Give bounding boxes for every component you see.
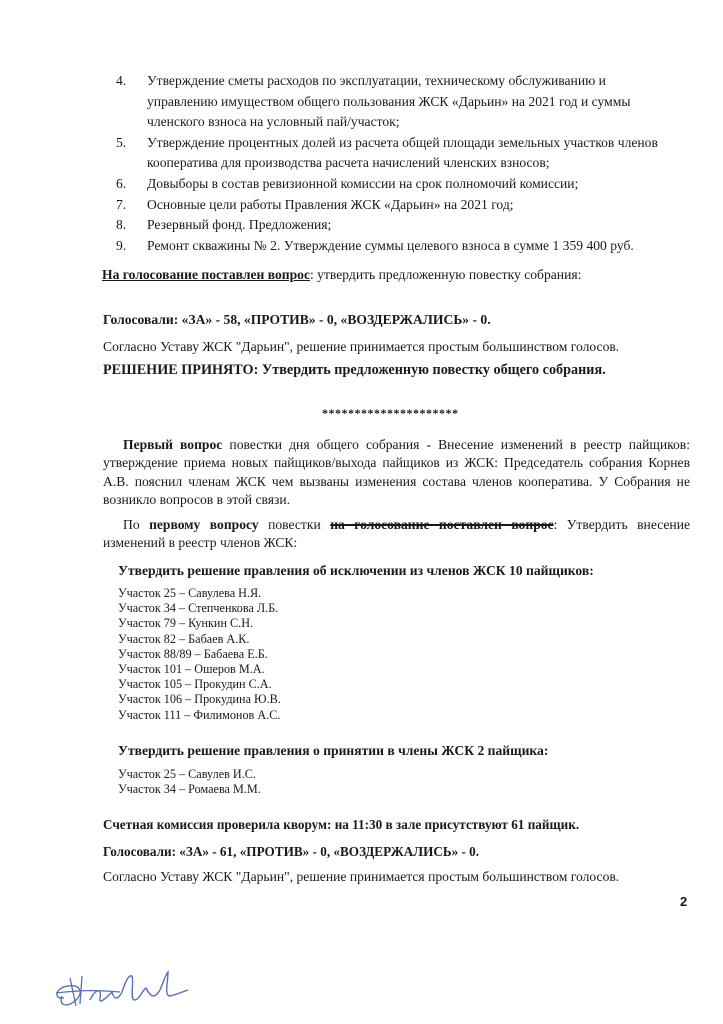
separator: ********************* — [322, 406, 459, 420]
vote-suffix: : Утвердить внесение изменений в реестр членов ЖСК: — [103, 517, 691, 551]
agenda-item — [116, 133, 676, 174]
charter-note-2: Согласно Уставу ЖСК "Дарьин", решение принимается простым большинством голосов. — [103, 869, 620, 884]
agenda-item — [116, 71, 676, 133]
plot-member-item: Участок 105 – Прокудин С.А. — [118, 677, 272, 692]
plot-member-item: Участок 25 – Савулева Н.Я. — [118, 586, 262, 600]
plot-member-item: Участок 82 – Бабаев А.К. — [118, 631, 250, 646]
vote-result-1: Голосовали: «ЗА» - 58, «ПРОТИВ» - 0, «ВОЗДЕРЖАЛИСЬ» - 0. — [103, 312, 491, 327]
agenda-item-number: 8. — [116, 217, 127, 233]
agenda-item-number: 9. — [116, 237, 127, 253]
vote-question-line — [102, 265, 581, 284]
agenda-item-number: 5. — [116, 134, 127, 150]
exclusion-list — [118, 586, 281, 723]
vote-prefix: По — [123, 517, 150, 532]
signature-image — [50, 966, 210, 1014]
agenda-item — [116, 215, 676, 236]
agenda-item-text: Основные цели работы Правления ЖСК «Дарьин» на 2021 год; — [147, 196, 514, 212]
plot-member-item: Участок 111 – Филимонов А.С. — [118, 707, 281, 722]
plot-member-item: Участок 34 – Степченкова Л.Б. — [118, 601, 279, 616]
page-number: 2 — [680, 894, 688, 909]
agenda-item-number: 4. — [116, 73, 127, 88]
agenda-item — [116, 236, 676, 257]
agenda-item-number: 6. — [116, 175, 127, 191]
quorum-line: Счетная комиссия проверила кворум: на 11:30 в зале присутствуют 61 пайщик. — [103, 817, 580, 832]
agenda-item-text: Довыборы в состав ревизионной комиссии на срок полномочий комиссии; — [147, 175, 579, 191]
vote-question-text: : утвердить предложенную повестку собрания: — [310, 267, 582, 282]
agenda-item-number: 7. — [116, 196, 127, 212]
vote-result-2: Голосовали: «ЗА» - 61, «ПРОТИВ» - 0, «ВОЗДЕРЖАЛИСЬ» - 0. — [103, 844, 480, 859]
first-question-ref: первому вопросу — [149, 517, 259, 532]
agenda-item-text: Ремонт скважины № 2. Утверждение суммы целевого взноса в сумме 1 359 400 руб. — [147, 237, 634, 253]
plot-member-item: Участок 34 – Ромаева М.М. — [118, 782, 261, 797]
vote-middle: повестки — [258, 517, 331, 532]
admission-list — [118, 767, 261, 797]
first-question-label: Первый вопрос — [123, 437, 223, 452]
agenda-item — [116, 174, 676, 195]
vote-question-label: На голосование поставлен вопрос — [102, 267, 310, 282]
agenda-item — [116, 195, 676, 216]
first-question-vote-paragraph — [103, 516, 690, 553]
agenda-list — [116, 71, 676, 256]
plot-member-item: Участок 88/89 – Бабаева Е.Б. — [118, 646, 268, 661]
plot-member-item: Участок 101 – Ошеров М.А. — [118, 662, 265, 677]
agenda-item-text: Утверждение сметы расходов по эксплуатации, техническому обслуживанию и управлению имуществом общего пользования ЖСК «Дарьин» на 2021 год и суммы членского взноса на условный пай/участок; — [147, 73, 631, 130]
decision-adopted: РЕШЕНИЕ ПРИНЯТО: Утвердить предложенную повестку общего собрания. — [103, 362, 606, 378]
plot-member-item: Участок 106 – Прокудина Ю.В. — [118, 692, 281, 707]
exclusion-heading: Утвердить решение правления об исключении из членов ЖСК 10 пайщиков: — [118, 563, 594, 578]
first-question-paragraph — [103, 436, 690, 510]
charter-note-1: Согласно Уставу ЖСК "Дарьин", решение принимается простым большинством голосов. — [103, 339, 620, 354]
vote-put-label: на голосование поставлен вопрос — [330, 517, 554, 532]
plot-member-item: Участок 25 – Савулев И.С. — [118, 767, 256, 781]
admission-heading: Утвердить решение правления о принятии в члены ЖСК 2 пайщика: — [118, 743, 549, 758]
agenda-item-text: Резервный фонд. Предложения; — [147, 217, 332, 233]
plot-member-item: Участок 79 – Кункин С.Н. — [118, 616, 254, 631]
first-question-text: повестки дня общего собрания - Внесение изменений в реестр пайщиков: утверждение приема новых пайщиков/выхода пайщиков из ЖСК: Председатель собрания Корнев А.В. пояснил членам ЖСК чем вызваны изменения состава членов кооператива. У Собрания не возникло вопросов в этой связи. — [103, 437, 691, 508]
agenda-item-text: Утверждение процентных долей из расчета общей площади земельных участков членов кооператива для производства расчета начислений членских взносов; — [147, 134, 658, 171]
